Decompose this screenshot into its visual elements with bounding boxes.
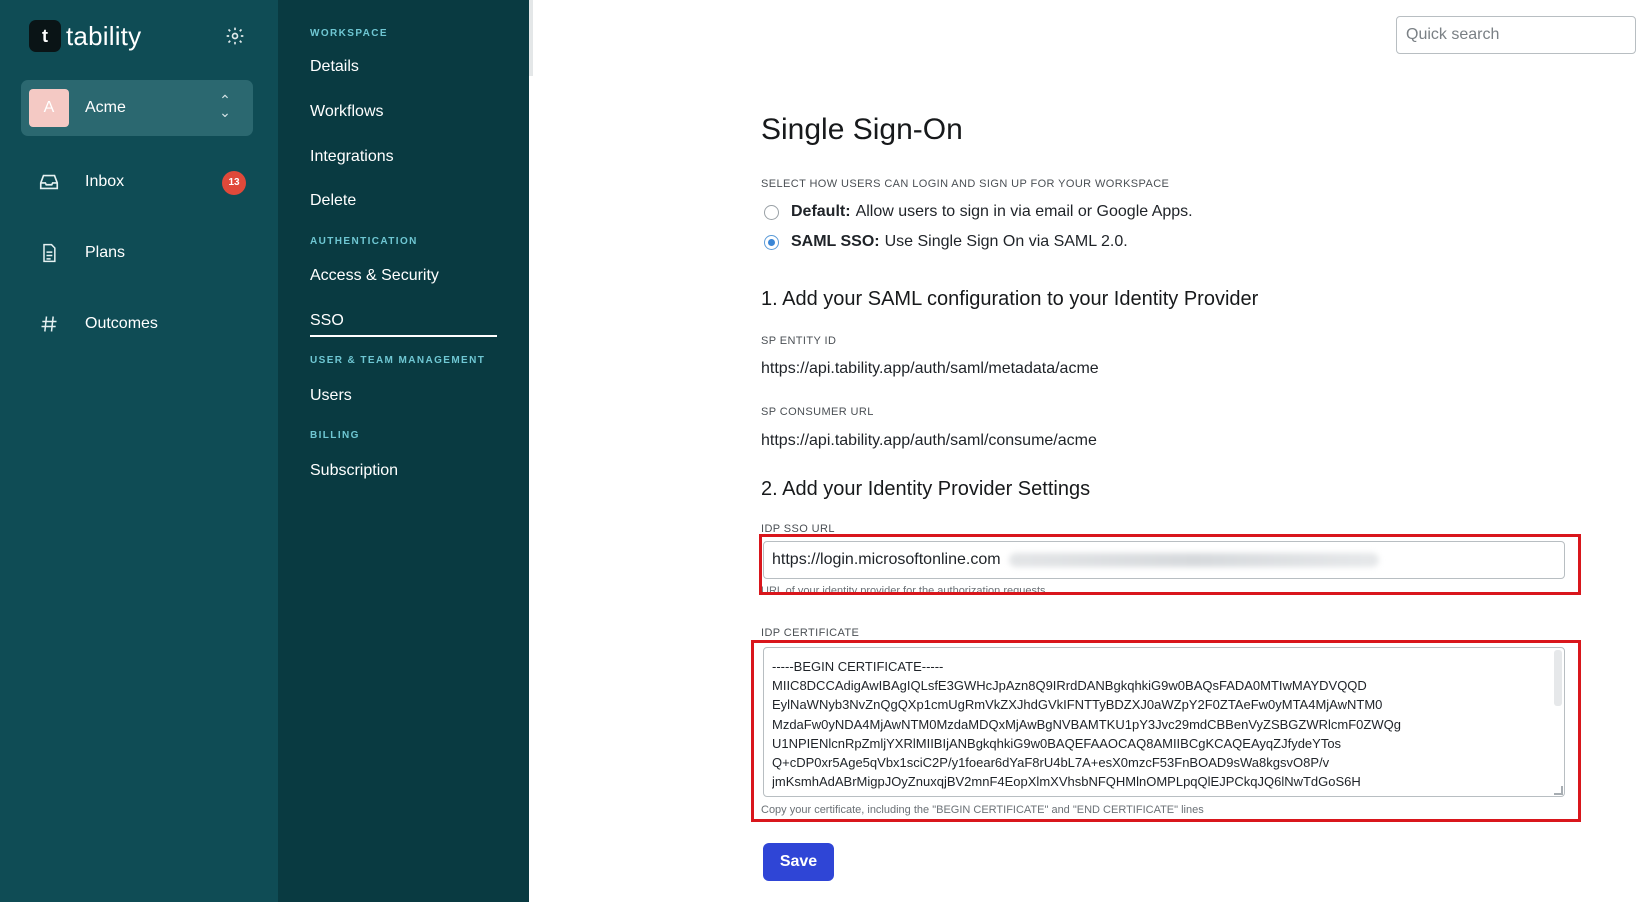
- brand-name: tability: [66, 20, 142, 51]
- sp-entity-label: SP ENTITY ID: [761, 335, 837, 347]
- search-input[interactable]: [1396, 16, 1636, 54]
- nav-item-label: Inbox: [85, 173, 125, 190]
- cert-line: jmKsmhAdABrMigpJOyZnuxqjBV2mnF4EopXlmXVhsbNFQHMlnOMPLpqQlEJPCkqJQ6lNwTdGoS6H: [772, 774, 1361, 790]
- sp-consumer-label: SP CONSUMER URL: [761, 406, 874, 418]
- idp-url-label: IDP SSO URL: [761, 523, 835, 535]
- workspace-switcher[interactable]: [21, 80, 253, 136]
- nav-item-outcomes[interactable]: [36, 309, 246, 339]
- page-title: Single Sign-On: [761, 113, 963, 146]
- option-title: Default:: [791, 203, 851, 220]
- idp-url-text: https://login.microsoftonline.com: [772, 551, 1001, 568]
- hash-icon: [36, 311, 62, 337]
- highlight-box: [751, 640, 1581, 822]
- sidebar-scrollbar[interactable]: [529, 0, 533, 76]
- radio-button-selected[interactable]: [764, 235, 779, 250]
- idp-cert-hint: Copy your certificate, including the "BEGIN CERTIFICATE" and "END CERTIFICATE" lines: [761, 804, 1204, 816]
- settings-item-details[interactable]: Details: [310, 58, 359, 75]
- highlight-box: [759, 534, 1581, 595]
- inbox-icon: [36, 169, 62, 195]
- cert-line: Q+cDP0xr5Age5qVbx1sciC2P/y1foear6dYaF8rU4bL7A+esX0mzcF53FnBOAD9sWa8kgsvO8P/v: [772, 755, 1330, 771]
- cert-line: -----BEGIN CERTIFICATE-----: [772, 659, 944, 674]
- settings-sidebar: [278, 0, 529, 902]
- radio-option-default[interactable]: [764, 203, 1193, 221]
- radio-option-saml[interactable]: [764, 233, 1128, 251]
- cert-line: MzdaFw0yNDA4MjAwNTM0MzdaMDQxMjAwBgNVBAMTKU1pY3Jvc29mdCBBenVyZSBGZWRlcmF0ZWQg: [772, 716, 1401, 732]
- save-button[interactable]: Save: [763, 843, 834, 881]
- settings-item-delete[interactable]: Delete: [310, 192, 357, 209]
- nav-item-plans[interactable]: [36, 238, 246, 268]
- step2-heading: 2. Add your Identity Provider Settings: [761, 478, 1091, 500]
- workspace-name: Acme: [85, 99, 126, 116]
- option-description: Use Single Sign On via SAML 2.0.: [884, 233, 1128, 250]
- cert-line: U1NPIENlcnRpZmljYXRlMIIBIjANBgkqhkiG9w0BAQEFAAOCAQ8AMIIBCgKCAQEAyqZJfydeYTos: [772, 735, 1342, 751]
- idp-url-hint: URL of your identity provider for the authorization requests: [761, 585, 1046, 595]
- unread-badge: 13: [222, 171, 246, 195]
- login-mode-label: SELECT HOW USERS CAN LOGIN AND SIGN UP FOR YOUR WORKSPACE: [761, 178, 1170, 190]
- settings-item-subscription[interactable]: Subscription: [310, 462, 399, 479]
- cert-line: MIIC8DCCAdigAwIBAgIQLsfE3GWHcJpAzn8Q9IRrdDANBgkqhkiG9w0BAQsFADA0MTIwMAYDVQQD: [772, 678, 1367, 694]
- nav-item-label: Outcomes: [85, 315, 158, 332]
- sp-consumer-value: https://api.tability.app/auth/saml/consume/acme: [761, 432, 1097, 449]
- settings-item-integrations[interactable]: Integrations: [310, 148, 394, 165]
- section-heading-authentication: AUTHENTICATION: [310, 236, 418, 247]
- settings-item-users[interactable]: Users: [310, 387, 352, 404]
- settings-item-workflows[interactable]: Workflows: [310, 103, 384, 120]
- document-icon: [36, 240, 62, 266]
- radio-button[interactable]: [764, 205, 779, 220]
- cert-line: EylNaWNyb3NvZnQgQXp1cmUgRmVkZXJhdGVkIFNTTyBDZXJ0aWZpY2F0ZTAeFw0yMTA4MjAwNTM0: [772, 697, 1383, 713]
- section-heading-user-team: USER & TEAM MANAGEMENT: [310, 355, 486, 366]
- nav-item-inbox[interactable]: [36, 167, 246, 197]
- idp-cert-label: IDP CERTIFICATE: [761, 627, 860, 639]
- nav-item-label: Plans: [85, 244, 126, 261]
- primary-sidebar: [0, 0, 278, 902]
- settings-item-access-security[interactable]: Access & Security: [310, 267, 439, 284]
- tability-logo-icon: t: [29, 20, 61, 52]
- active-indicator: [310, 335, 497, 337]
- section-heading-billing: BILLING: [310, 430, 360, 441]
- option-title: SAML SSO:: [791, 233, 880, 250]
- step1-heading: 1. Add your SAML configuration to your Identity Provider: [761, 288, 1259, 310]
- section-heading-workspace: WORKSPACE: [310, 28, 388, 39]
- workspace-avatar: A: [29, 89, 69, 127]
- gear-icon[interactable]: [224, 26, 246, 48]
- brand[interactable]: [29, 20, 141, 52]
- sp-entity-value: https://api.tability.app/auth/saml/metadata/acme: [761, 360, 1099, 377]
- chevron-up-down-icon: ⌃ ⌄: [219, 92, 231, 120]
- settings-item-sso[interactable]: SSO: [310, 312, 344, 329]
- option-description: Allow users to sign in via email or Google Apps.: [855, 203, 1193, 220]
